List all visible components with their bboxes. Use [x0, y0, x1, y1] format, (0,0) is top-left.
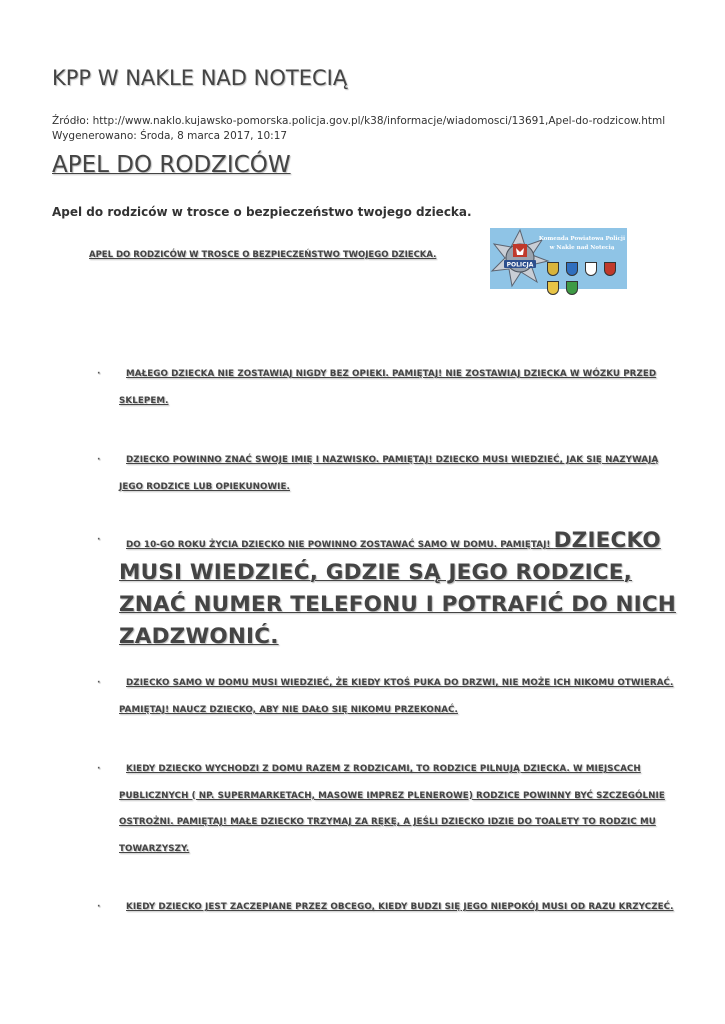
crest-icon: [585, 262, 597, 276]
svg-text:POLICJA: POLICJA: [506, 261, 534, 269]
crest-icon: [547, 281, 559, 295]
crest-icon: [566, 281, 578, 295]
list-item: · DZIECKO POWINNO ZNAĆ SWOJE IMIĘ I NAZWISKO. PAMIĘTAJ! DZIECKO MUSI WIEDZIEĆ, JAK SIĘ NAZYWAJĄ JEGO RODZICE LUB OPIEKUNOWIE.: [119, 447, 679, 500]
source-url[interactable]: Źródło: http://www.naklo.kujawsko-pomorska.policja.gov.pl/k38/informacje/wiadomosci/13691,Apel-do-rodzicow.html: [52, 115, 666, 127]
bullet-icon: ·: [97, 678, 101, 688]
badge-crests: [547, 261, 627, 299]
list-item: · DO 10-GO ROKU ŻYCIA DZIECKO NIE POWINNO ZOSTAWAĆ SAMO W DOMU. PAMIĘTAJ! DZIECKO MUSI WIEDZIEĆ, GDZIE SĄ JEGO RODZICE, ZNAĆ NUMER TELEFONU I POTRAFIĆ DO NICH ZADZWONIĆ.: [97, 528, 677, 649]
bullet-icon: ·: [97, 455, 101, 465]
page-title: APEL DO RODZICÓW: [52, 152, 291, 178]
list-item: · KIEDY DZIECKO WYCHODZI Z DOMU RAZEM Z RODZICAMI, TO RODZICE PILNUJĄ DZIECKA. W MIEJSCACH PUBLICZNYCH ( NP. SUPERMARKETACH, MASOWE IMPREZ PLENEROWE) RODZICE POWINNY BYĆ SZCZEGÓLNIE OSTROŻNI. PAMIĘTAJ! MAŁE DZIECKO TRZYMAJ ZA RĘKĘ, A JEŚLI DZIECKO IDZIE DO TOALETY TO RODZIC MU TOWARZYSZY.: [119, 756, 679, 862]
police-badge-image: [490, 228, 627, 289]
list-item: · KIEDY DZIECKO JEST ZACZEPIANE PRZEZ OBCEGO, KIEDY BUDZI SIĘ JEGO NIEPOKÓJ MUSI OD RAZU KRZYCZEĆ.: [119, 894, 679, 921]
crest-icon: [566, 262, 578, 276]
generated-date: Wygenerowano: Środa, 8 marca 2017, 10:17: [52, 130, 288, 142]
site-title: KPP W NAKLE NAD NOTECIĄ: [52, 66, 348, 90]
list-item: · MAŁEGO DZIECKA NIE ZOSTAWIAJ NIGDY BEZ OPIEKI. PAMIĘTAJ! NIE ZOSTAWIAJ DZIECKA W WÓZKU PRZED SKLEPEM.: [119, 361, 679, 414]
article-lead: Apel do rodziców w trosce o bezpieczeństwo twojego dziecka.: [52, 205, 472, 219]
bullet-icon: ·: [97, 535, 101, 545]
source-info: [52, 114, 665, 144]
crest-icon: [547, 262, 559, 276]
crest-icon: [604, 262, 616, 276]
bullet-icon: ·: [97, 369, 101, 379]
emphasized-text: DZIECKO MUSI WIEDZIEĆ, GDZIE SĄ JEGO RODZICE, ZNAĆ NUMER TELEFONU I POTRAFIĆ DO NICH ZADZWONIĆ.: [119, 528, 677, 649]
bullet-icon: ·: [97, 764, 101, 774]
list-item: · DZIECKO SAMO W DOMU MUSI WIEDZIEĆ, ŻE KIEDY KTOŚ PUKA DO DRZWI, NIE MOŻE ICH NIKOMU OTWIERAĆ. PAMIĘTAJ! NAUCZ DZIECKO, ABY NIE DAŁO SIĘ NIKOMU PRZEKONAĆ.: [119, 670, 679, 723]
bullet-icon: ·: [97, 902, 101, 912]
article-inner-heading: APEL DO RODZICÓW W TROSCE O BEZPIECZEŃSTWO TWOJEGO DZIECKA.: [89, 250, 437, 260]
badge-org-name: Komenda Powiatowa Policji w Nakle nad Notecią: [538, 236, 626, 251]
